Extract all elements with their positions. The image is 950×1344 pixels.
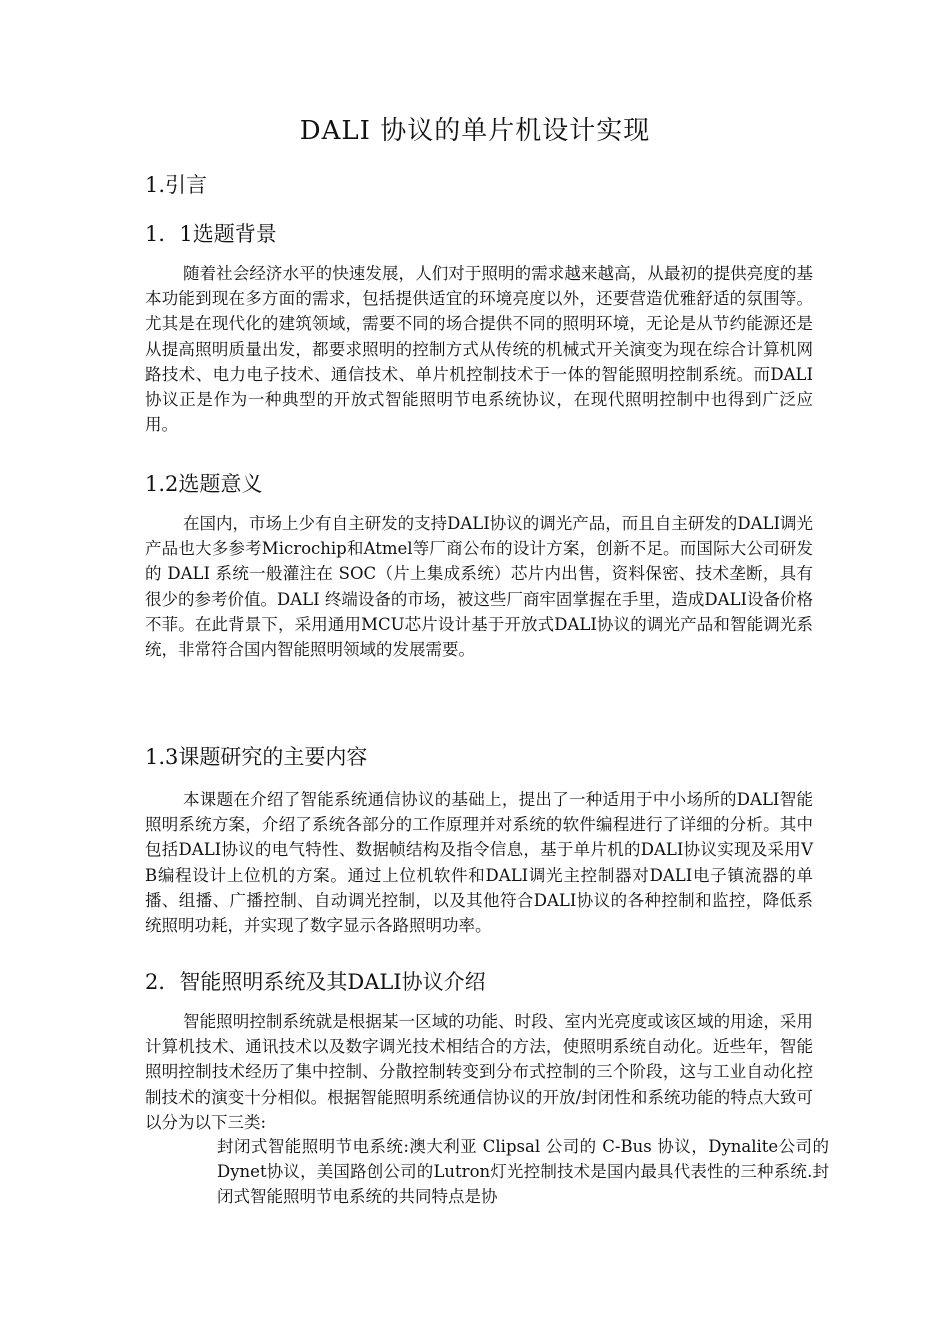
heading-section-1-3: 1.3课题研究的主要内容	[145, 745, 368, 769]
paragraph-section-2-item: 封闭式智能照明节电系统:澳大利亚 Clipsal 公司的 C-Bus 协议，Dynalite公司的Dynet协议，美国路创公司的Lutron灯光控制技术是国内最具代表性的三种系统.封闭式智能照明节电系统的共同特点是协	[217, 1137, 829, 1207]
paragraph-section-2: 智能照明控制系统就是根据某一区域的功能、时段、室内光亮度或该区域的用途，采用计算机技术、通讯技术以及数字调光技术相结合的方法，使照明系统自动化。近些年，智能照明控制技术经历了集中控制、分散控制转变到分布式控制的三个阶段，这与工业自动化控制技术的演变十分相似。根据智能照明系统通信协议的开放/封闭性和系统功能的特点大致可以分为以下三类:	[145, 1012, 813, 1132]
paragraph-section-1-2: 在国内，市场上少有自主研发的支持DALI协议的调光产品，而且自主研发的DALI调光产品也大多参考Microchip和Atmel等厂商公布的设计方案，创新不足。而国际大公司研发的 DALI 系统一般灌注在 SOC（片上集成系统）芯片内出售，资料保密、技术垄断，具有很少的参考价值。DALI 终端设备的市场，被这些厂商牢固掌握在手里，造成DALI设备价格不菲。在此背景下，采用通用MCU芯片设计基于开放式DALI协议的调光产品和智能调光系统，非常符合国内智能照明领域的发展需要。	[145, 514, 813, 660]
heading-section-2: 2．智能照明系统及其DALI协议介绍	[145, 970, 486, 994]
heading-section-1-2: 1.2选题意义	[145, 472, 263, 496]
heading-introduction: 1.引言	[145, 173, 208, 197]
paragraph-section-1-3: 本课题在介绍了智能系统通信协议的基础上，提出了一种适用于中小场所的DALI智能照明系统方案，介绍了系统各部分的工作原理并对系统的软件编程进行了详细的分析。其中包括DALI协议的电气特性、数据帧结构及指令信息，基于单片机的DALI协议实现及采用VB编程设计上位机的方案。通过上位机软件和DALI调光主控制器对DALI电子镇流器的单播、组播、广播控制、自动调光控制，以及其他符合DALI协议的各种控制和监控，降低系统照明功耗，并实现了数字显示各路照明功率。	[145, 790, 813, 936]
heading-section-1-1: 1．1选题背景	[145, 222, 277, 246]
paragraph-section-1-1: 随着社会经济水平的快速发展，人们对于照明的需求越来越高，从最初的提供亮度的基本功能到现在多方面的需求，包括提供适宜的环境亮度以外，还要营造优雅舒适的氛围等。尤其是在现代化的建筑领域，需要不同的场合提供不同的照明环境，无论是从节约能源还是从提高照明质量出发，都要求照明的控制方式从传统的机械式开关演变为现在综合计算机网路技术、电力电子技术、通信技术、单片机控制技术于一体的智能照明控制系统。而DALI协议正是作为一种典型的开放式智能照明节电系统协议，在现代照明控制中也得到广泛应用。	[145, 264, 813, 435]
document-title: DALI 协议的单片机设计实现	[299, 116, 651, 146]
